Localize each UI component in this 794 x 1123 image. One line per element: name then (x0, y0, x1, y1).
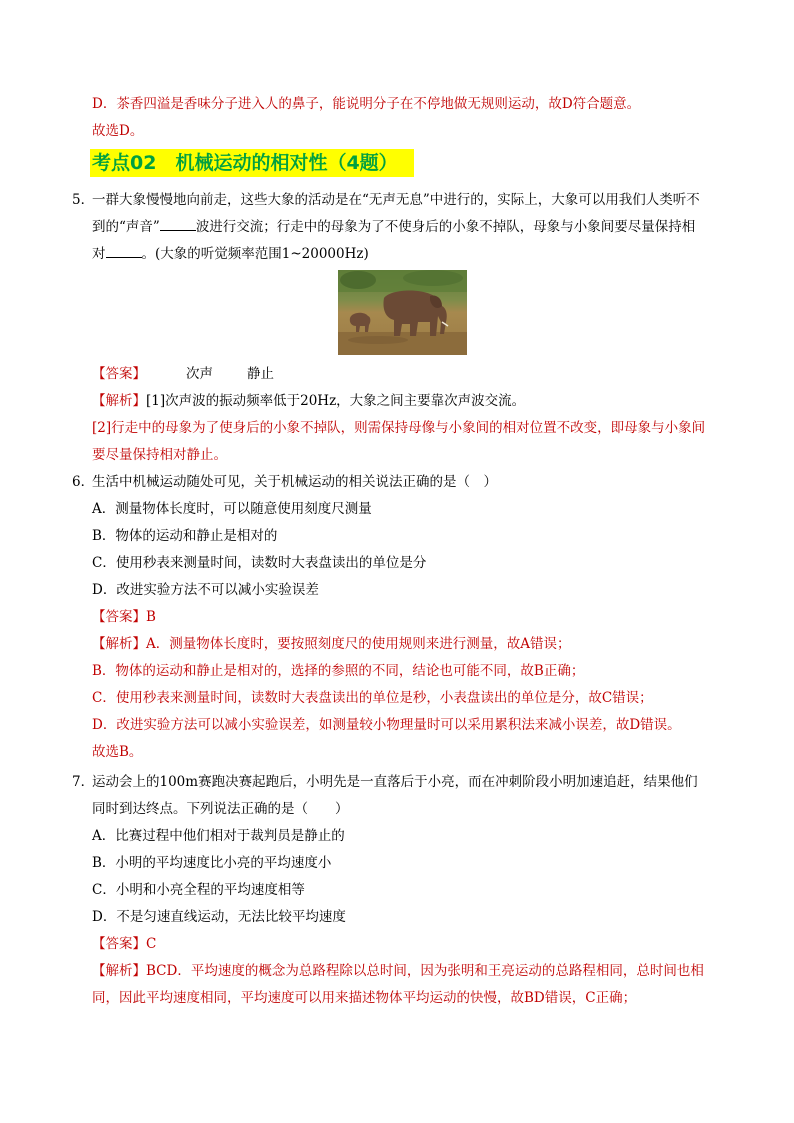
prev-option-d-analysis: D．茶香四溢是香味分子进入人的鼻子，能说明分子在不停地做无规则运动，故D符合题意。 (92, 96, 641, 112)
q6-analysis-row (92, 634, 571, 654)
q6-analysis-a: A．测量物体长度时，要按照刻度尺的使用规则来进行测量，故A错误； (146, 636, 571, 652)
q6-option-b: B．物体的运动和静止是相对的 (92, 528, 278, 544)
q6-option-d: D．改进实验方法不可以减小实验误差 (92, 582, 319, 598)
elephant-photo (338, 270, 467, 355)
q7-option-c: C．小明和小亮全程的平均速度相等 (92, 882, 305, 898)
q5-stem-line2-b: 波进行交流；行走中的母象为了不使身后的小象不掉队，母象与小象间要尽量保持相 (195, 219, 696, 235)
q5-answer-2: 静止 (247, 366, 274, 382)
prev-conclusion: 故选D。 (92, 123, 144, 139)
q6-analysis-d: D．改进实验方法可以减小实验误差，如测量较小物理量时可以采用累积法来减小误差，故D错误。 (92, 717, 681, 733)
q5-stem-line1: 一群大象慢慢地向前走，这些大象的活动是在“无声无息”中进行的，实际上，大象可以用我们人类听不 (92, 192, 700, 208)
q5-blank-2 (106, 245, 142, 258)
q5-analysis-2a: [2]行走中的母象为了使身后的小象不掉队，则需保持母像与小象间的相对位置不改变，即母象与小象间 (92, 420, 706, 436)
q7-option-a: A．比赛过程中他们相对于裁判员是静止的 (92, 828, 345, 844)
q7-answer-label: 【答案】 (92, 936, 146, 952)
q5-analysis-label: 【解析】 (92, 393, 146, 409)
q5-analysis-1: [1]次声波的振动频率低于20Hz，大象之间主要靠次声波交流。 (146, 393, 526, 409)
q5-answer-label: 【答案】 (92, 366, 146, 382)
q5-analysis-2b: 要尽量保持相对静止。 (92, 447, 227, 463)
q5-stem-line2 (92, 217, 695, 237)
q5-blank-1 (160, 218, 196, 231)
q7-analysis-2: 同，因此平均速度相同，平均速度可以用来描述物体平均运动的快慢，故BD错误，C正确； (92, 990, 637, 1006)
section-heading: 考点02 机械运动的相对性（4题） (90, 149, 414, 177)
q6-conclusion: 故选B。 (92, 744, 143, 760)
q7-answer: C (146, 936, 157, 952)
q6-stem: 生活中机械运动随处可见，关于机械运动的相关说法正确的是（ ） (92, 474, 497, 490)
q5-stem-line2-a: 到的“声音” (92, 219, 160, 235)
q7-number: 7． (72, 774, 95, 790)
q7-stem-line1: 运动会上的100m赛跑决赛起跑后，小明先是一直落后于小亮，而在冲刺阶段小明加速追赶，结果他们 (92, 774, 698, 790)
q7-analysis-label: 【解析】 (92, 963, 146, 979)
q7-answer-row (92, 934, 156, 954)
q5-number: 5． (72, 192, 95, 208)
q6-option-c: C．使用秒表来测量时间，读数时大表盘读出的单位是分 (92, 555, 427, 571)
q6-answer-row (92, 607, 156, 627)
q5-stem-line3-b: 。(大象的听觉频率范围1~20000Hz) (141, 246, 369, 262)
q6-answer-label: 【答案】 (92, 609, 146, 625)
q6-number: 6． (72, 474, 95, 490)
q5-answer-1: 次声 (186, 366, 213, 382)
q7-analysis-1: BCD．平均速度的概念为总路程除以总时间，因为张明和王亮运动的总路程相同，总时间也相 (146, 963, 704, 979)
q5-stem-line3-a: 对 (92, 246, 106, 262)
q6-answer: B (146, 609, 156, 625)
q5-answer-row (92, 364, 274, 384)
q6-analysis-c: C．使用秒表来测量时间，读数时大表盘读出的单位是秒，小表盘读出的单位是分，故C错误； (92, 690, 653, 706)
q7-option-d: D．不是匀速直线运动，无法比较平均速度 (92, 909, 346, 925)
q6-analysis-b: B．物体的运动和静止是相对的，选择的参照的不同，结论也可能不同，故B正确； (92, 663, 585, 679)
q7-option-b: B．小明的平均速度比小亮的平均速度小 (92, 855, 332, 871)
q7-analysis-row (92, 961, 704, 981)
q5-analysis-row (92, 391, 525, 411)
q6-option-a: A．测量物体长度时，可以随意使用刻度尺测量 (92, 501, 372, 517)
q6-analysis-label: 【解析】 (92, 636, 146, 652)
q7-stem-line2: 同时到达终点。下列说法正确的是（ ） (92, 801, 349, 817)
q5-stem-line3 (92, 244, 369, 264)
